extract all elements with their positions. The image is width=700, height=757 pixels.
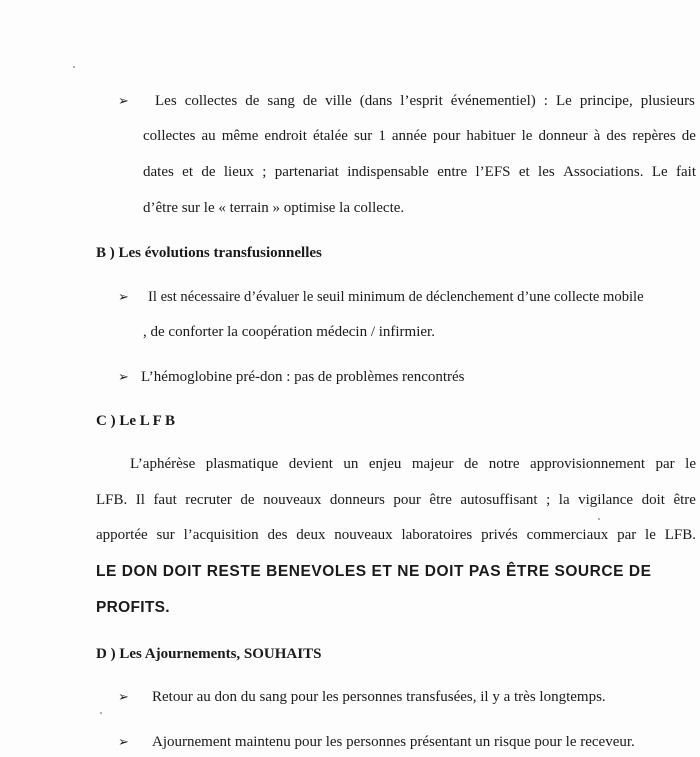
paragraph-line: [130, 456, 696, 473]
word: donneurs: [329, 492, 385, 508]
paragraph-line: [143, 128, 696, 145]
word: (dans: [359, 93, 393, 109]
arrow-bullet-icon: ➢: [118, 370, 129, 385]
emphasis-line: LE DON DOIT RESTE BENEVOLES ET NE DOIT PAS ÊTRE SOURCE DE: [96, 563, 652, 580]
emphasis-line: PROFITS.: [96, 599, 170, 616]
word: Le: [555, 93, 572, 109]
word: de: [464, 456, 479, 472]
text-line: L’hémoglobine pré-don : pas de problèmes rencontrés: [141, 369, 465, 385]
word: un: [343, 456, 359, 472]
word: au: [201, 128, 216, 144]
word: par: [617, 527, 637, 543]
section-heading: B ) Les évolutions transfusionnelles: [96, 245, 322, 261]
word: de: [240, 492, 255, 508]
word: partenariat: [274, 164, 339, 180]
word: des: [267, 527, 288, 543]
word: L’aphérèse: [130, 456, 196, 472]
paragraph-line: [96, 527, 696, 544]
word: fait: [676, 164, 696, 180]
word: apportée: [96, 527, 148, 543]
word: ville: [325, 93, 352, 109]
word: laboratoires: [401, 527, 473, 543]
word: ;: [262, 164, 267, 180]
word: sang: [267, 93, 295, 109]
arrow-bullet-icon: ➢: [118, 290, 129, 305]
word: événementiel): [450, 93, 536, 109]
word: Les: [155, 93, 177, 109]
word: Il: [135, 492, 145, 508]
word: plasmatique: [205, 456, 279, 472]
word: endroit: [264, 128, 307, 144]
word: l’EFS: [475, 164, 511, 180]
word: :: [543, 93, 548, 109]
text-line: Ajournement maintenu pour les personnes présentant un risque pour le receveur.: [152, 734, 635, 750]
word: ;: [546, 492, 551, 508]
word: plusieurs: [640, 93, 695, 109]
word: Le: [651, 164, 668, 180]
word: majeur: [411, 456, 454, 472]
paragraph-line: [152, 734, 635, 751]
word: collectes: [143, 128, 196, 144]
paragraph-line: [148, 289, 644, 306]
paragraph-line: [143, 324, 435, 341]
word: sur: [156, 527, 175, 543]
word: et: [182, 164, 193, 180]
word: recruter: [185, 492, 232, 508]
word: année: [391, 128, 427, 144]
word: des: [606, 128, 627, 144]
word: devient: [288, 456, 333, 472]
word: à: [593, 128, 601, 144]
word: les: [538, 164, 555, 180]
word: la: [558, 492, 570, 508]
word: l’acquisition: [183, 527, 259, 543]
word: LFB.: [664, 527, 696, 543]
word: principe,: [579, 93, 633, 109]
word: de: [681, 128, 696, 144]
word: approvisionnement: [530, 456, 646, 472]
word: de: [201, 164, 216, 180]
word: donneur: [538, 128, 588, 144]
arrow-bullet-icon: ➢: [118, 690, 129, 705]
word: habituer: [466, 128, 516, 144]
word: être: [429, 492, 452, 508]
word: le: [521, 128, 533, 144]
word: doit: [641, 492, 665, 508]
paragraph-line: [143, 164, 696, 181]
section-heading: C ) Le L F B: [96, 413, 176, 429]
word: Associations.: [563, 164, 644, 180]
word: notre: [488, 456, 520, 472]
word: le: [645, 527, 656, 543]
word: de: [245, 93, 260, 109]
word: par: [655, 456, 675, 472]
word: l’esprit: [400, 93, 443, 109]
word: pour: [432, 128, 461, 144]
paragraph-line: [96, 492, 696, 509]
text-line: Retour au don du sang pour les personnes transfusées, il y a très longtemps.: [152, 689, 606, 705]
word: enjeu: [368, 456, 402, 472]
text-line: d’être sur le « terrain » optimise la collecte.: [143, 200, 405, 216]
word: faut: [153, 492, 177, 508]
word: LFB.: [96, 492, 128, 508]
word: autosuffisant: [460, 492, 538, 508]
word: indispensable: [347, 164, 429, 180]
scan-speck: [100, 712, 102, 714]
paragraph-line: [141, 369, 465, 386]
word: pour: [393, 492, 421, 508]
word: nouveaux: [334, 527, 393, 543]
word: le: [685, 456, 696, 472]
section-heading: D ) Les Ajournements, SOUHAITS: [96, 646, 322, 662]
word: commerciaux: [526, 527, 609, 543]
word: nouveaux: [263, 492, 322, 508]
word: lieux: [223, 164, 254, 180]
text-line: Il est nécessaire d’évaluer le seuil minimum de déclenchement d’une collecte mobile: [148, 289, 644, 305]
paragraph-line: [143, 200, 404, 217]
word: repères: [632, 128, 676, 144]
word: 1: [378, 128, 386, 144]
arrow-bullet-icon: ➢: [118, 735, 129, 750]
word: collectes: [184, 93, 238, 109]
scan-speck: [73, 66, 75, 68]
word: de: [302, 93, 318, 109]
word: étalée: [312, 128, 348, 144]
paragraph-line: [152, 689, 606, 706]
text-line: , de conforter la coopération médecin / infirmier.: [143, 324, 435, 340]
word: dates: [143, 164, 174, 180]
word: deux: [296, 527, 326, 543]
word: privés: [481, 527, 518, 543]
word: sur: [353, 128, 373, 144]
word: même: [221, 128, 259, 144]
word: entre: [437, 164, 468, 180]
paragraph-line: [155, 93, 695, 110]
word: être: [673, 492, 696, 508]
word: vigilance: [578, 492, 634, 508]
arrow-bullet-icon: ➢: [118, 94, 129, 109]
scan-speck: [598, 518, 600, 520]
word: et: [518, 164, 530, 180]
